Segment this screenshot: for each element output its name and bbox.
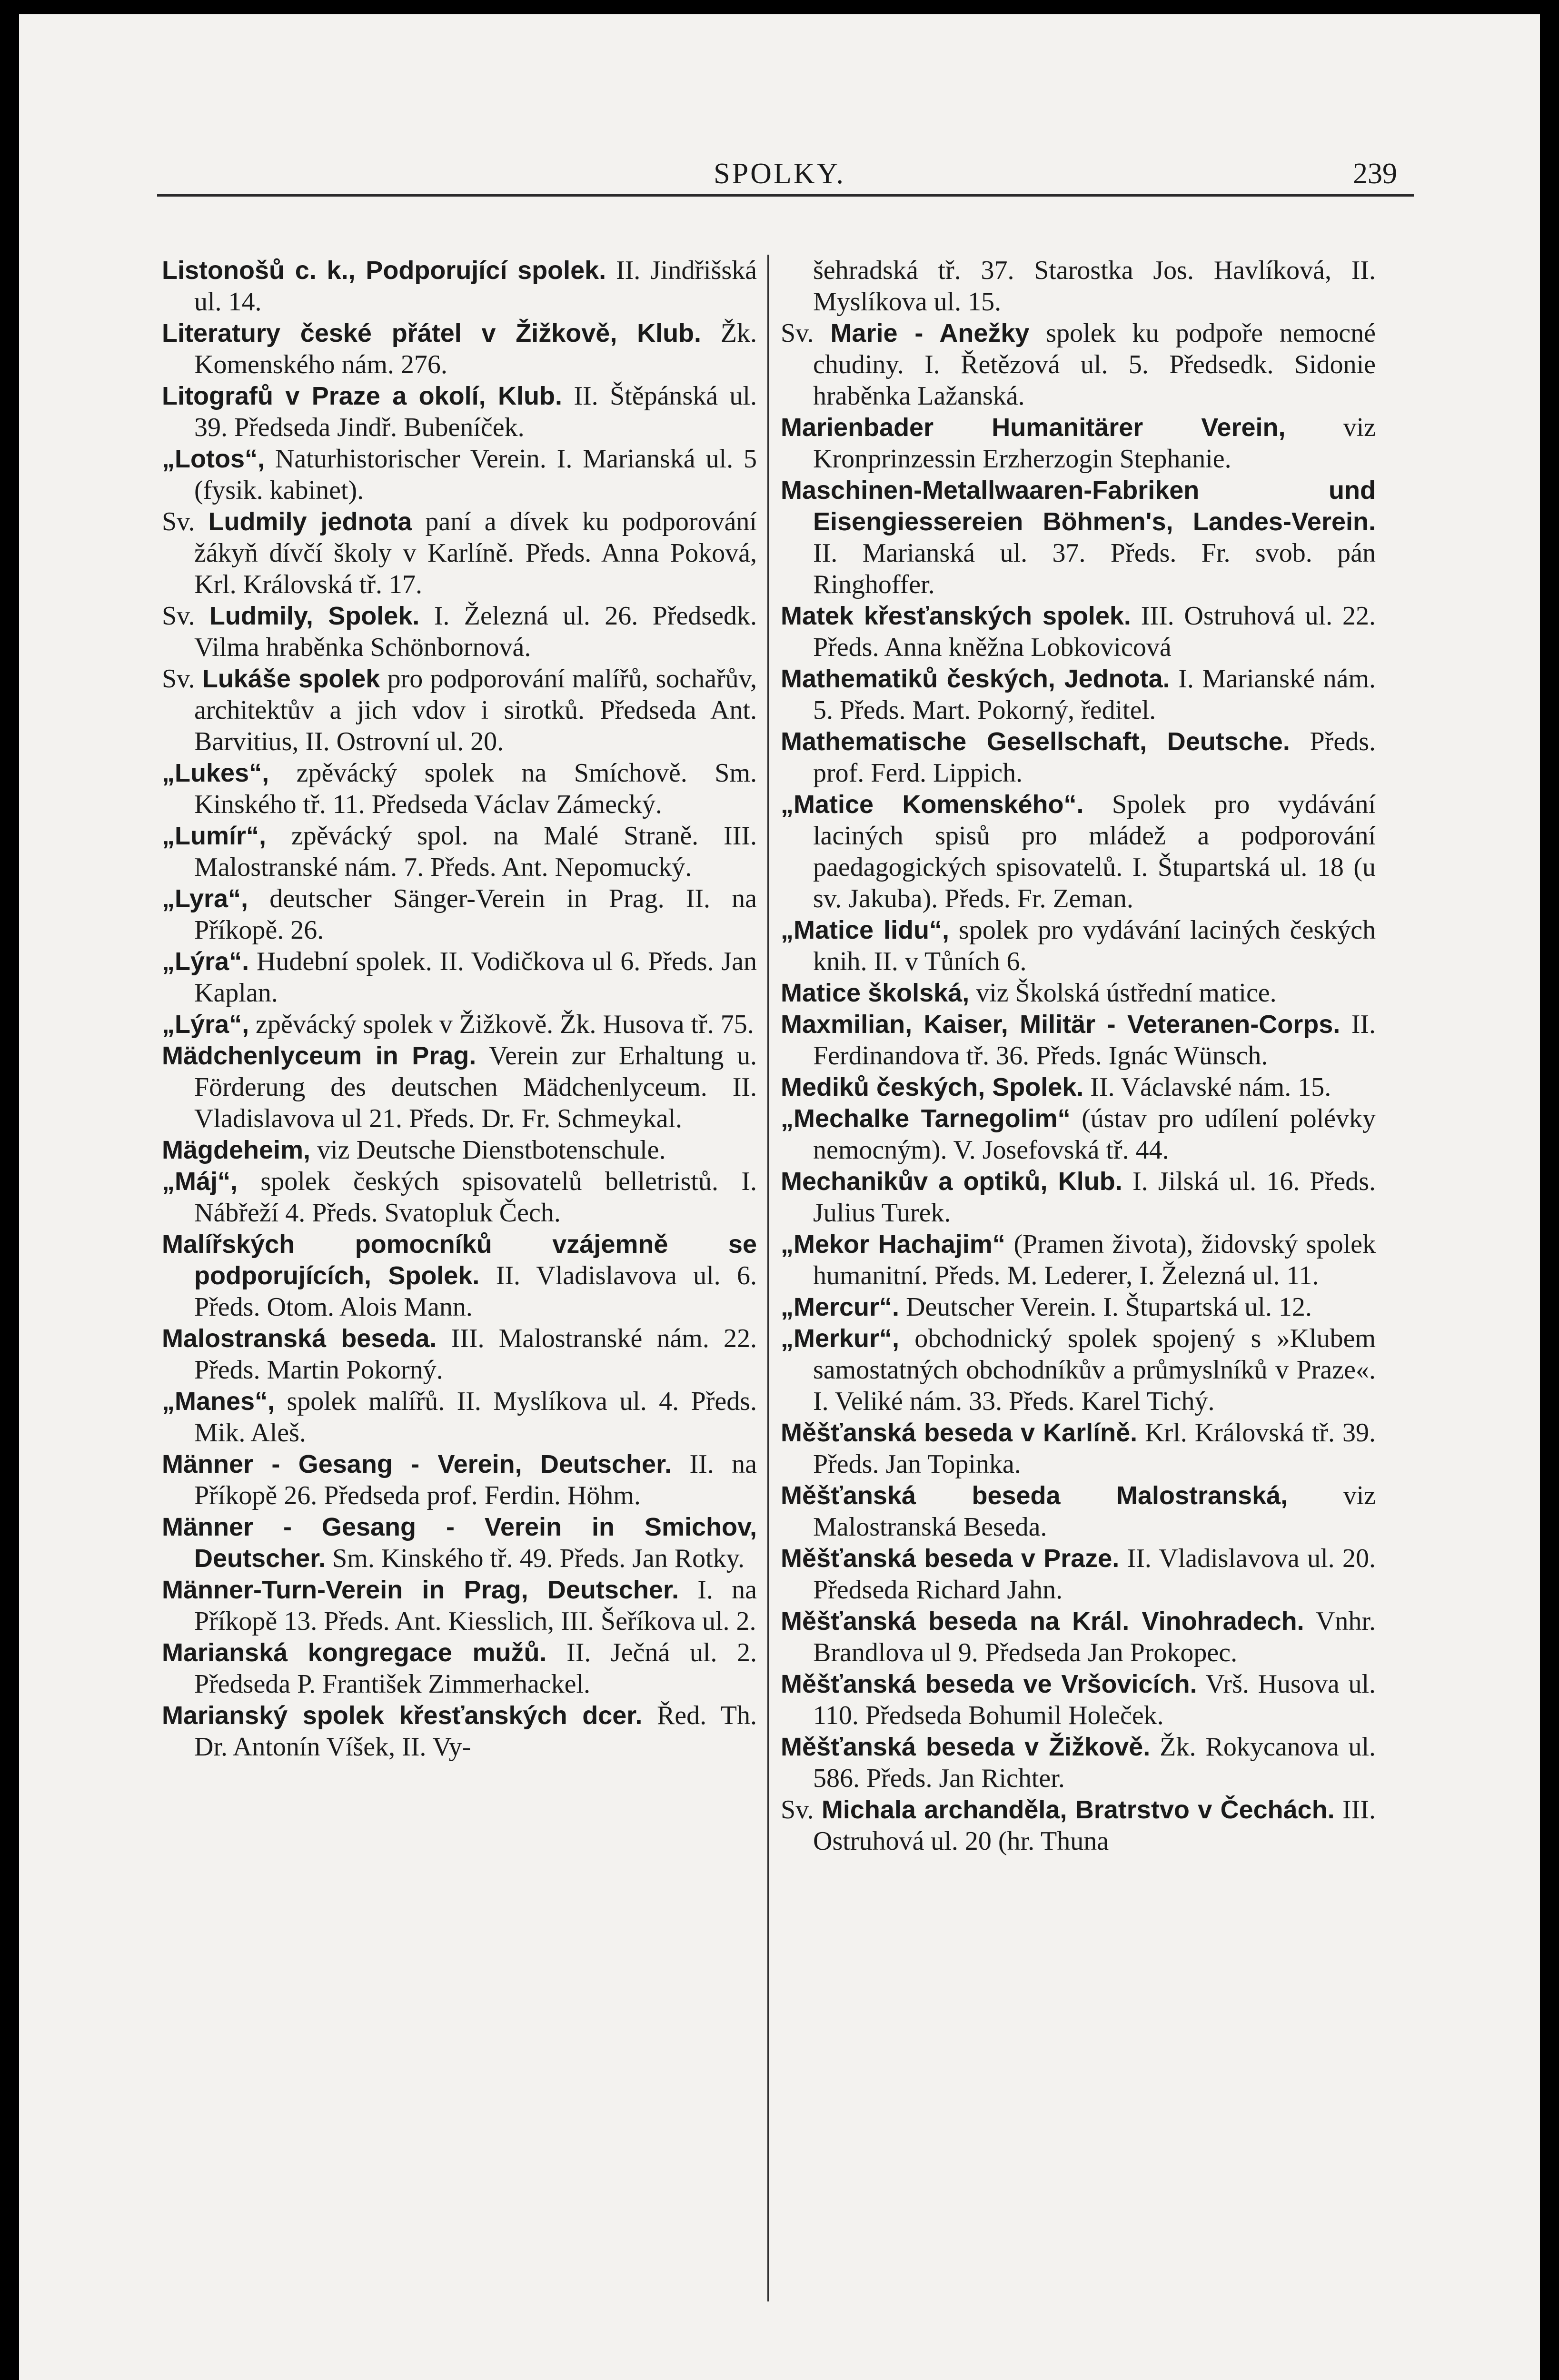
entry-text: Žk. Komenského nám. 276. — [194, 318, 757, 379]
entry-headword: „Lyra“, — [162, 884, 248, 913]
entry-headword: Literatury české přátel v Žižkově, Klub. — [162, 319, 702, 347]
entry-text: Verein zur Erhaltung u. Förderung des deutschen Mädchenlyceum. II. Vladislavova ul 21. Předs. Dr. Fr. Schmeykal. — [194, 1041, 757, 1133]
entry-headword: Malostranská beseda. — [162, 1324, 437, 1353]
directory-entry — [781, 1166, 1376, 1229]
entry-text: paní a dívek ku podporování žákyň dívčí školy v Karlíně. Předs. Anna Poková, Krl. Královská tř. 17. — [194, 507, 757, 599]
directory-entry — [781, 914, 1376, 977]
entry-text: Žk. Rokycanova ul. 586. Předs. Jan Richter. — [813, 1732, 1376, 1793]
entry-headword: Ludmily, Spolek. — [209, 602, 420, 630]
entry-text: viz Kronprinzessin Erzherzogin Stephanie. — [813, 413, 1376, 474]
directory-entry — [162, 663, 757, 757]
entry-text: II. na Příkopě 26. Předseda prof. Ferdin. Höhm. — [194, 1449, 757, 1510]
entry-text: viz Školská ústřední matice. — [969, 978, 1277, 1008]
entry-text: II. Václavské nám. 15. — [1083, 1072, 1331, 1102]
entry-headword: Mägdeheim, — [162, 1136, 311, 1164]
directory-entry — [781, 255, 1376, 317]
entry-headword: Matice školská, — [781, 979, 970, 1007]
directory-entry — [781, 1009, 1376, 1071]
entry-text: obchodnický spolek spojený s »Klubem samostatných obchodníkův a průmyslníků v Praze«. I. Veliké nám. 33. Předs. Karel Tichý. — [813, 1324, 1376, 1416]
entry-headword: „Matice Komenského“. — [781, 790, 1084, 819]
entry-prefix: Sv. — [162, 601, 209, 631]
directory-entry — [781, 1323, 1376, 1417]
entry-text: Hudební spolek. II. Vodičkova ul 6. Předs. Jan Kaplan. — [194, 947, 757, 1008]
entry-headword: Mädchenlyceum in Prag. — [162, 1041, 477, 1070]
entry-headword: „Manes“, — [162, 1387, 275, 1416]
entry-text: spolek českých spisovatelů belletristů. I. Nábřeží 4. Předs. Svatopluk Čech. — [194, 1167, 757, 1228]
entry-text: Vnhr. Brandlova ul 9. Předseda Jan Prokopec. — [813, 1606, 1376, 1667]
entry-text: II. Vladislavova ul. 6. Předs. Otom. Alois Mann. — [194, 1261, 757, 1322]
entry-headword: Marienbader Humanitärer Verein, — [781, 413, 1286, 442]
entry-headword: Měšťanská beseda v Praze. — [781, 1544, 1120, 1573]
entry-headword: Marianský spolek křesťanských dcer. — [162, 1701, 643, 1730]
entry-text: II. Vladislavova ul. 20. Předseda Richard Jahn. — [813, 1544, 1376, 1605]
directory-entry — [162, 1637, 757, 1700]
directory-entry — [781, 789, 1376, 914]
entry-headword: „Mercur“. — [781, 1293, 900, 1321]
entry-headword: Listonošů c. k., Podporující spolek. — [162, 256, 606, 285]
directory-entry — [162, 1574, 757, 1637]
entry-text: zpěvácký spolek v Žižkově. Žk. Husova tř. 75. — [249, 1010, 754, 1039]
entry-headword: Männer - Gesang - Verein in Smichov, Deutscher. — [162, 1513, 757, 1573]
entry-headword: „Lýra“. — [162, 947, 249, 976]
entry-headword: Matek křesťanských spolek. — [781, 602, 1131, 630]
entry-text: I. Marianské nám. 5. Předs. Mart. Pokorný, ředitel. — [813, 664, 1376, 725]
directory-entry — [781, 663, 1376, 726]
directory-entry — [162, 1323, 757, 1386]
entry-text: III. Ostruhová ul. 20 (hr. Thuna — [813, 1795, 1376, 1856]
entry-text: zpěvácký spol. na Malé Straně. III. Malostranské nám. 7. Předs. Ant. Nepomucký. — [194, 821, 757, 882]
directory-entry — [162, 1448, 757, 1511]
entry-text: III. Ostruhová ul. 22. Předs. Anna kněžna Lobkovicová — [813, 601, 1376, 662]
entry-headword: Měšťanská beseda Malostranská, — [781, 1481, 1288, 1510]
entry-text: šehradská tř. 37. Starostka Jos. Havlíková, II. Myslíkova ul. 15. — [813, 256, 1376, 317]
entry-headword: Mathematische Gesellschaft, Deutsche. — [781, 727, 1290, 756]
directory-entry — [162, 380, 757, 443]
entry-text: I. Železná ul. 26. Předsedk. Vilma hraběnka Schönbornová. — [194, 601, 757, 662]
directory-entry — [162, 1040, 757, 1134]
directory-entry — [781, 1291, 1376, 1323]
page-number: 239 — [1353, 158, 1397, 190]
entry-prefix: Sv. — [781, 318, 831, 348]
directory-entry — [781, 412, 1376, 475]
left-column — [162, 255, 757, 1763]
entry-text: Sm. Kinského tř. 49. Předs. Jan Rotky. — [326, 1544, 745, 1573]
directory-entry — [162, 946, 757, 1009]
entry-headword: Měšťanská beseda ve Vršovicích. — [781, 1670, 1197, 1698]
entry-headword: Měšťanská beseda na Král. Vinohradech. — [781, 1607, 1304, 1636]
directory-entry — [162, 506, 757, 600]
entry-text: I. na Příkopě 13. Předs. Ant. Kiesslich, III. Šeříkova ul. 2. — [194, 1575, 757, 1636]
entry-headword: Mediků českých, Spolek. — [781, 1073, 1084, 1101]
entry-text: pro podporování malířů, sochařův, architektův a jich vdov i sirotků. Předseda Ant. Barvitius, II. Ostrovní ul. 20. — [194, 664, 757, 756]
directory-entry — [781, 1731, 1376, 1794]
directory-entry — [781, 317, 1376, 412]
directory-entry — [162, 600, 757, 663]
directory-entry — [162, 1009, 757, 1040]
entry-prefix: Sv. — [781, 1795, 822, 1825]
entry-text: spolek malířů. II. Myslíkova ul. 4. Předs. Mik. Aleš. — [194, 1387, 757, 1448]
entry-text: deutscher Sänger-Verein in Prag. II. na Příkopě. 26. — [194, 884, 757, 945]
entry-text: (Pramen života), židovský spolek humanitní. Předs. M. Lederer, I. Železná ul. 11. — [813, 1230, 1376, 1290]
entry-text: Deutscher Verein. I. Štupartská ul. 12. — [899, 1292, 1312, 1322]
entry-text: Vrš. Husova ul. 110. Předseda Bohumil Holeček. — [813, 1669, 1376, 1730]
directory-entry — [162, 317, 757, 380]
entry-headword: Marianská kongregace mužů. — [162, 1638, 547, 1667]
entry-text: I. Jilská ul. 16. Předs. Julius Turek. — [813, 1167, 1376, 1228]
entry-text: viz Deutsche Dienstbotenschule. — [310, 1135, 666, 1165]
entry-headword: Měšťanská beseda v Karlíně. — [781, 1418, 1138, 1447]
entry-headword: Lukáše spolek — [202, 664, 380, 693]
entry-text: Řed. Th. Dr. Antonín Víšek, II. Vy- — [194, 1701, 757, 1762]
directory-entry — [162, 1511, 757, 1574]
directory-entry — [162, 1229, 757, 1323]
directory-entry — [781, 1606, 1376, 1668]
directory-entry — [781, 1417, 1376, 1480]
entry-text: viz Malostranská Beseda. — [813, 1481, 1376, 1542]
header-rule — [157, 194, 1414, 197]
entry-text: II. Marianská ul. 37. Předs. Fr. svob. pán Ringhoffer. — [813, 538, 1376, 599]
running-head — [19, 157, 1540, 200]
entry-headword: Maschinen-Metallwaaren-Fabriken und Eisengiessereien Böhmen's, Landes-Verein. — [781, 476, 1376, 536]
directory-entry — [781, 475, 1376, 600]
directory-entry — [781, 1794, 1376, 1857]
entry-headword: „Lumír“, — [162, 822, 267, 850]
entry-text: zpěvácký spolek na Smíchově. Sm. Kinského tř. 11. Předseda Václav Zámecký. — [194, 758, 757, 819]
directory-entry — [162, 757, 757, 820]
entry-headword: Maxmilian, Kaiser, Militär - Veteranen-Corps. — [781, 1010, 1341, 1039]
directory-entry — [162, 1386, 757, 1448]
entry-headword: Männer - Gesang - Verein, Deutscher. — [162, 1450, 672, 1478]
entry-headword: Měšťanská beseda v Žižkově. — [781, 1733, 1151, 1761]
entry-text: II. Jindřišská ul. 14. — [194, 256, 757, 317]
entry-headword: Marie - Anežky — [830, 319, 1030, 347]
book-page — [19, 14, 1540, 2380]
entry-text: Naturhistorischer Verein. I. Marianská ul. 5 (fysik. kabinet). — [194, 444, 757, 505]
entry-headword: „Matice lidu“, — [781, 916, 950, 944]
directory-entry — [781, 1480, 1376, 1543]
directory-entry — [781, 1229, 1376, 1291]
entry-text: Spolek pro vydávání laciných spisů pro mládež a podporování paedagogických spisovatelů. I. Štupartská ul. 18 (u sv. Jakuba). Předs. Fr. Zeman. — [813, 790, 1376, 913]
directory-entry — [162, 820, 757, 883]
entry-text: Krl. Královská tř. 39. Předs. Jan Topinka. — [813, 1418, 1376, 1479]
directory-entry — [162, 1134, 757, 1166]
directory-entry — [781, 600, 1376, 663]
entry-text: Předs. prof. Ferd. Lippich. — [813, 727, 1376, 788]
entry-text: III. Malostranské nám. 22. Předs. Martin Pokorný. — [194, 1324, 757, 1385]
entry-headword: Ludmily jednota — [208, 507, 412, 536]
directory-entry — [162, 255, 757, 317]
entry-text: spolek pro vydávání laciných českých knih. II. v Tůních 6. — [813, 915, 1376, 976]
directory-entry — [781, 1543, 1376, 1606]
entry-text: II. Ječná ul. 2. Předseda P. František Zimmerhackel. — [194, 1638, 757, 1699]
directory-entry — [162, 883, 757, 946]
directory-entry — [781, 1668, 1376, 1731]
entry-headword: Mechanikův a optiků, Klub. — [781, 1167, 1122, 1196]
entry-text: (ústav pro udílení polévky nemocným). V. Josefovská tř. 44. — [813, 1104, 1376, 1165]
directory-entry — [781, 1103, 1376, 1166]
entry-headword: „Máj“, — [162, 1167, 238, 1196]
entry-prefix: Sv. — [162, 507, 209, 536]
entry-headword: „Lýra“, — [162, 1010, 249, 1039]
directory-entry — [781, 726, 1376, 789]
entry-headword: „Lukes“, — [162, 759, 269, 787]
directory-entry — [162, 1166, 757, 1229]
directory-entry — [781, 1071, 1376, 1103]
entry-text: II. Štěpánská ul. 39. Předseda Jindř. Bubeníček. — [194, 381, 757, 442]
entry-headword: Malířských pomocníků vzájemně se podporujících, Spolek. — [162, 1230, 757, 1290]
entry-headword: Männer-Turn-Verein in Prag, Deutscher. — [162, 1576, 679, 1604]
directory-entry — [162, 443, 757, 506]
right-column — [781, 255, 1376, 1857]
entry-headword: „Mekor Hachajim“ — [781, 1230, 1005, 1259]
entry-prefix: Sv. — [162, 664, 202, 694]
entry-headword: Michala archanděla, Bratrstvo v Čechách. — [821, 1795, 1335, 1824]
entry-headword: „Mechalke Tarnegolim“ — [781, 1104, 1071, 1133]
page-title: SPOLKY. — [714, 158, 845, 190]
entry-text: spolek ku podpoře nemocné chudiny. I. Řetězová ul. 5. Předsedk. Sidonie hraběnka Lažanská. — [813, 318, 1376, 411]
entry-headword: „Lotos“, — [162, 445, 265, 473]
entry-headword: Mathematiků českých, Jednota. — [781, 664, 1170, 693]
directory-entry — [781, 977, 1376, 1009]
entry-headword: „Merkur“, — [781, 1324, 900, 1353]
entry-headword: Litografů v Praze a okolí, Klub. — [162, 382, 562, 410]
directory-entry — [162, 1700, 757, 1763]
column-divider — [767, 255, 769, 2301]
entry-text: II. Ferdinandova tř. 36. Předs. Ignác Wünsch. — [813, 1010, 1376, 1071]
